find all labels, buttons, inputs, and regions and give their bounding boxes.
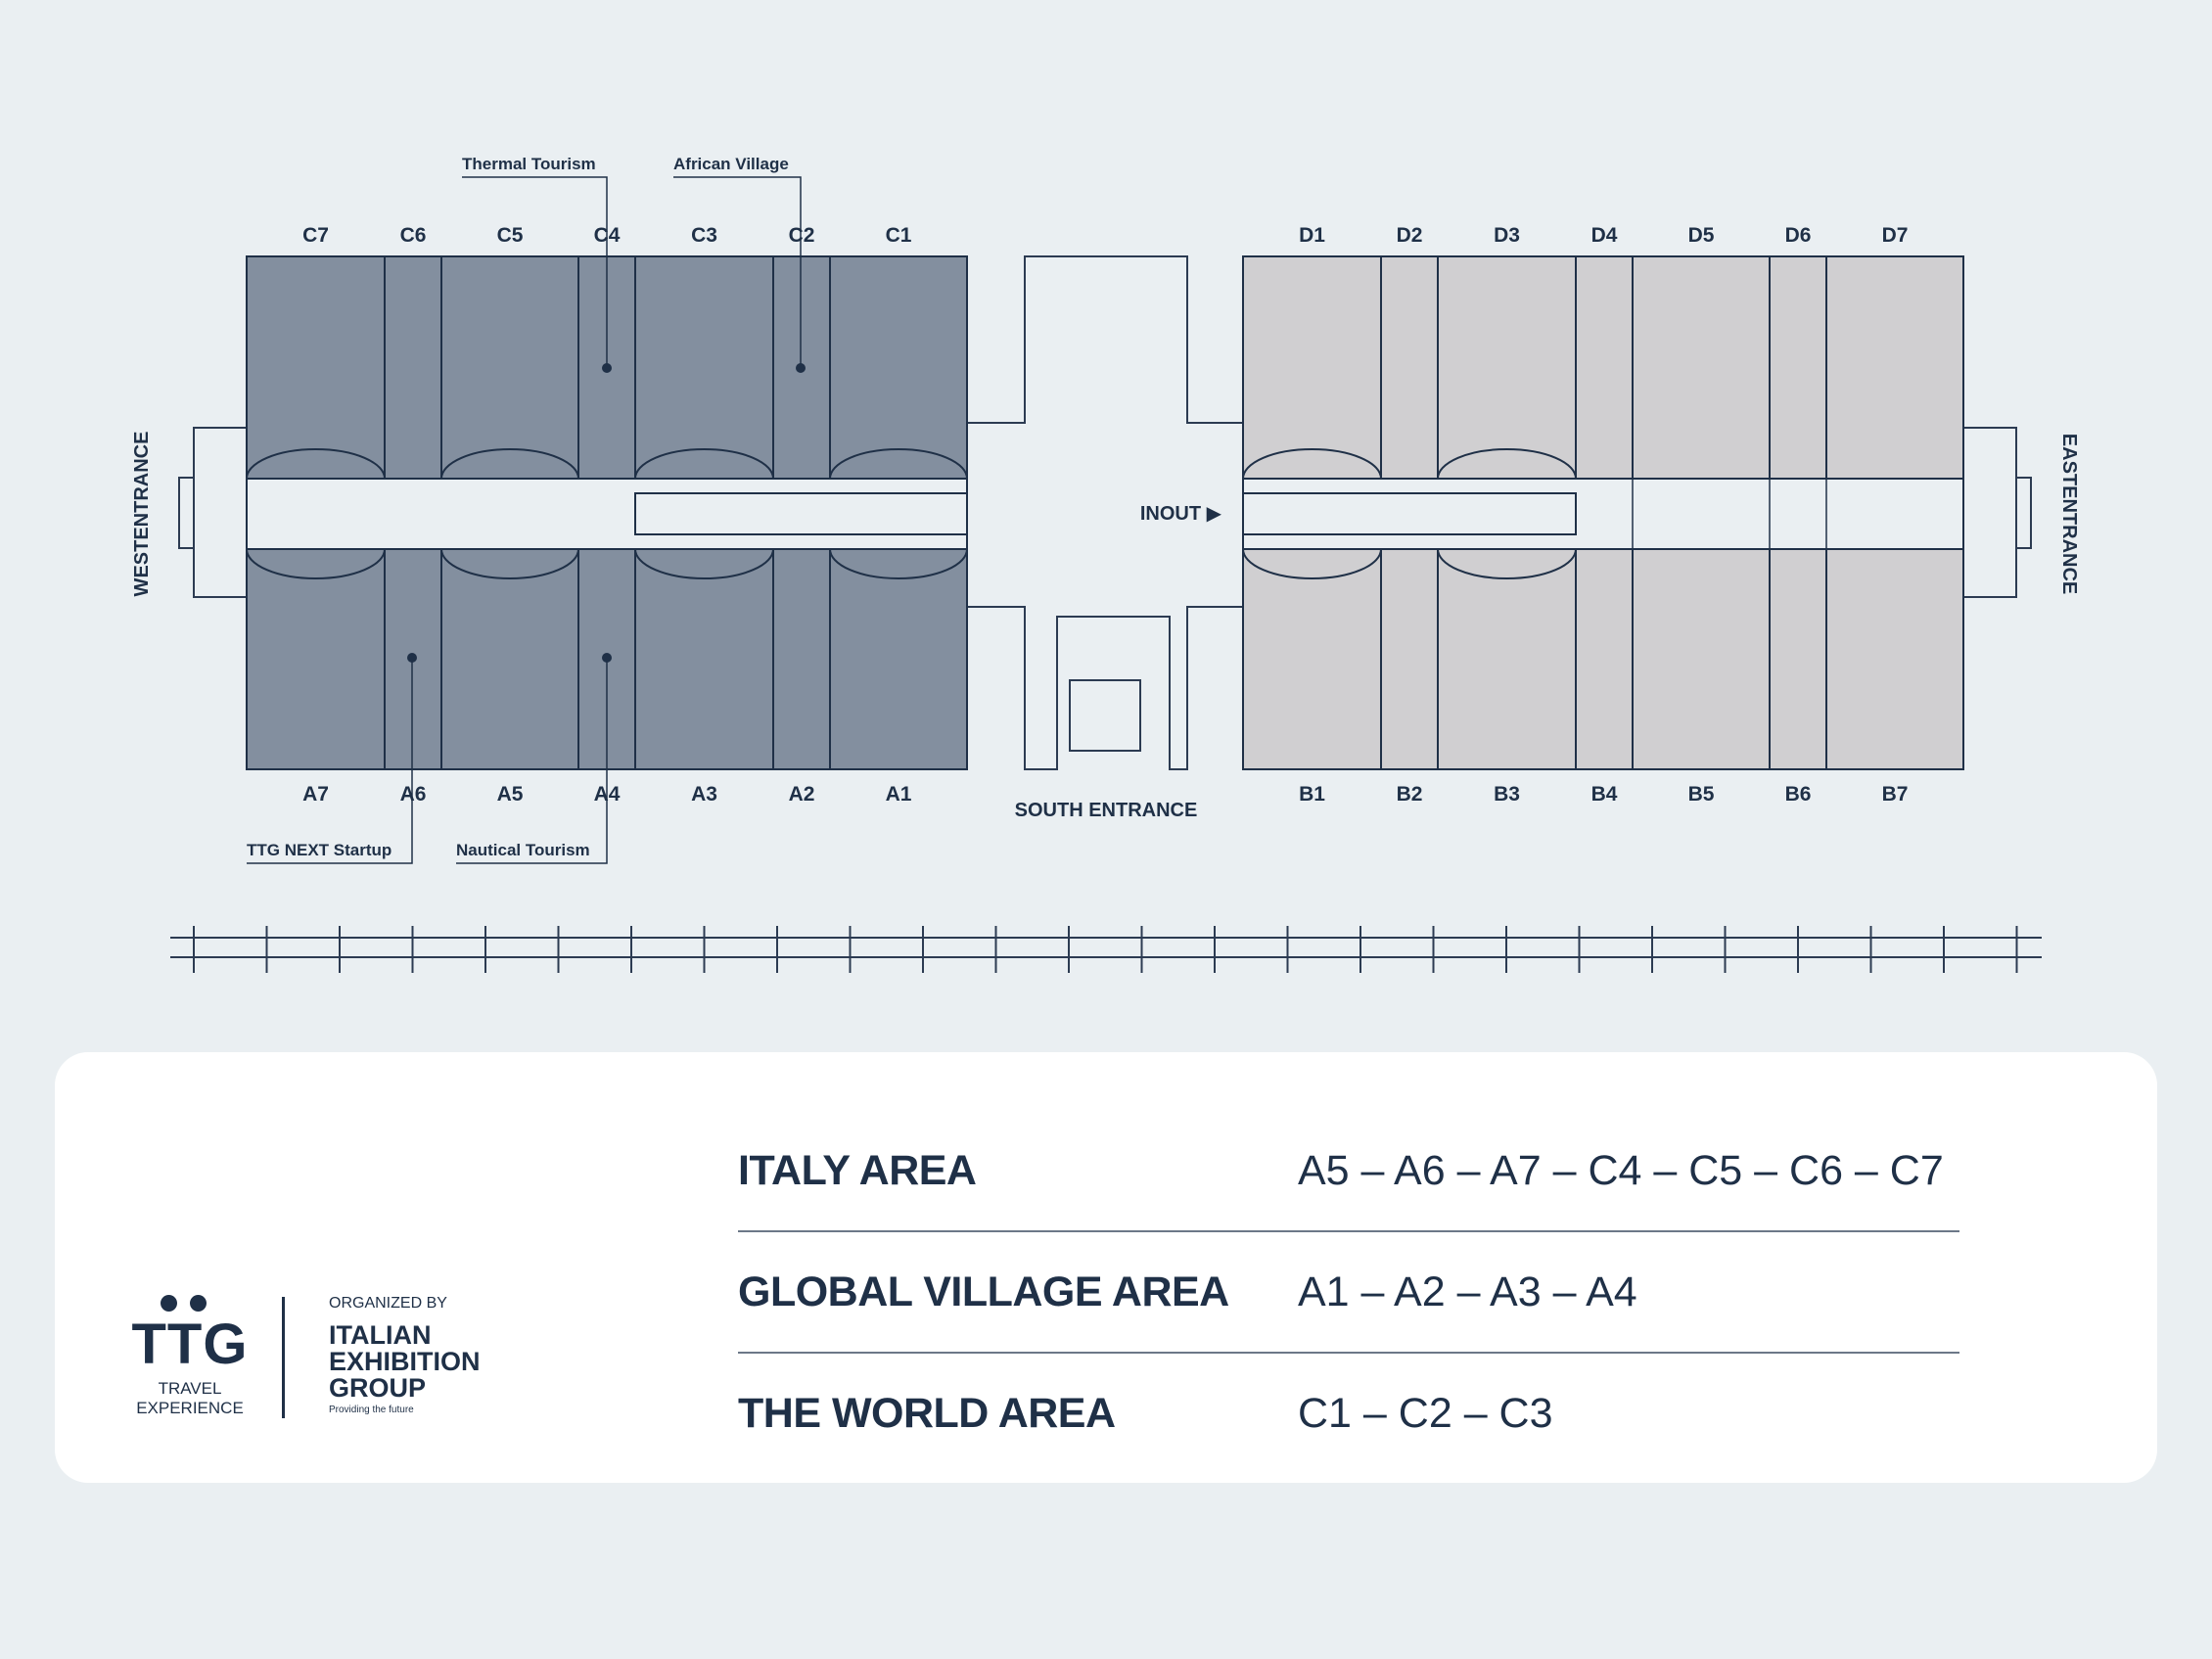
callout-thermal-tourism-label: Thermal Tourism bbox=[462, 155, 596, 173]
east-pavilion bbox=[1243, 256, 1963, 769]
hall-label-b2: B2 bbox=[1396, 783, 1423, 806]
east-lower-block bbox=[1243, 549, 1963, 769]
callout-ttg-next-startup-label: TTG NEXT Startup bbox=[247, 841, 392, 859]
hall-label-b5: B5 bbox=[1687, 783, 1715, 806]
hall-label-a2: A2 bbox=[788, 783, 815, 806]
east-aisle bbox=[1243, 479, 1963, 549]
hall-label-b6: B6 bbox=[1784, 783, 1812, 806]
logo-divider bbox=[282, 1297, 285, 1418]
legend-row-global-village bbox=[738, 1232, 1959, 1354]
hall-label-b3: B3 bbox=[1494, 783, 1520, 806]
west-entrance-outline bbox=[194, 428, 247, 597]
hall-label-a7: A7 bbox=[302, 783, 329, 806]
ttg-logo-block bbox=[123, 1295, 495, 1432]
hall-label-c1: C1 bbox=[885, 224, 912, 247]
hall-label-d1: D1 bbox=[1299, 224, 1325, 247]
hall-label-a6: A6 bbox=[399, 783, 427, 806]
ttg-logo-subtitle: TRAVEL EXPERIENCE bbox=[136, 1379, 244, 1417]
area-halls: C1 – C2 – C3 bbox=[1298, 1390, 1553, 1437]
callout-african-village-label: African Village bbox=[673, 155, 789, 173]
west-entrance-label: WESTENTRANCE bbox=[131, 431, 153, 597]
organized-by-label: ORGANIZED BY bbox=[329, 1295, 447, 1312]
hall-label-a1: A1 bbox=[885, 783, 912, 806]
hall-label-c7: C7 bbox=[302, 224, 329, 247]
east-upper-block bbox=[1243, 256, 1963, 479]
callout-nautical-tourism-label: Nautical Tourism bbox=[456, 841, 590, 859]
east-entrance-label: EASTENTRANCE bbox=[2058, 433, 2080, 595]
hall-label-c3: C3 bbox=[691, 224, 717, 247]
hall-label-d6: D6 bbox=[1784, 224, 1812, 247]
east-entrance-outline bbox=[1963, 428, 2016, 597]
west-entrance-door bbox=[179, 478, 194, 548]
east-entrance-door bbox=[2016, 478, 2031, 548]
hall-label-b1: B1 bbox=[1299, 783, 1325, 806]
south-entrance-label: SOUTH ENTRANCE bbox=[1014, 800, 1198, 821]
legend-card bbox=[55, 1052, 2157, 1483]
hall-label-d4: D4 bbox=[1590, 224, 1618, 247]
callout-thermal-tourism-marker-dot bbox=[602, 363, 612, 373]
inout-label: INOUT ▶ bbox=[1139, 503, 1221, 525]
hall-label-d5: D5 bbox=[1687, 224, 1715, 247]
organizer-tagline: Providing the future bbox=[329, 1405, 414, 1415]
area-name: THE WORLD AREA bbox=[738, 1390, 1116, 1437]
hall-label-b7: B7 bbox=[1881, 783, 1909, 806]
hall-label-c2: C2 bbox=[788, 224, 815, 247]
hall-label-a4: A4 bbox=[593, 783, 621, 806]
callout-ttg-next-startup-marker-dot bbox=[407, 653, 417, 663]
area-name: GLOBAL VILLAGE AREA bbox=[738, 1268, 1229, 1315]
hall-label-d7: D7 bbox=[1881, 224, 1909, 247]
area-halls: A5 – A6 – A7 – C4 – C5 – C6 – C7 bbox=[1298, 1147, 1944, 1194]
south-entrance-inner-box bbox=[1070, 680, 1140, 751]
hall-label-c5: C5 bbox=[496, 224, 524, 247]
hall-label-c6: C6 bbox=[399, 224, 427, 247]
legend-row-world bbox=[738, 1354, 1959, 1473]
area-halls: A1 – A2 – A3 – A4 bbox=[1298, 1268, 1637, 1315]
ttg-logo-wordmark: TTG bbox=[131, 1313, 249, 1376]
legend-row-italy bbox=[738, 1111, 1959, 1232]
hall-label-c4: C4 bbox=[593, 224, 621, 247]
west-aisle bbox=[247, 479, 967, 549]
area-name: ITALY AREA bbox=[738, 1147, 977, 1194]
callout-african-village-marker-dot bbox=[796, 363, 806, 373]
hall-label-a5: A5 bbox=[496, 783, 524, 806]
hall-label-d3: D3 bbox=[1494, 224, 1520, 247]
railway-track bbox=[170, 926, 2042, 973]
ttg-logo-dots-icon bbox=[161, 1295, 219, 1314]
hall-label-d2: D2 bbox=[1396, 224, 1423, 247]
hall-label-b4: B4 bbox=[1590, 783, 1618, 806]
organizer-name: ITALIAN EXHIBITION GROUP bbox=[329, 1320, 481, 1403]
hall-label-a3: A3 bbox=[691, 783, 717, 806]
callout-nautical-tourism-marker-dot bbox=[602, 653, 612, 663]
